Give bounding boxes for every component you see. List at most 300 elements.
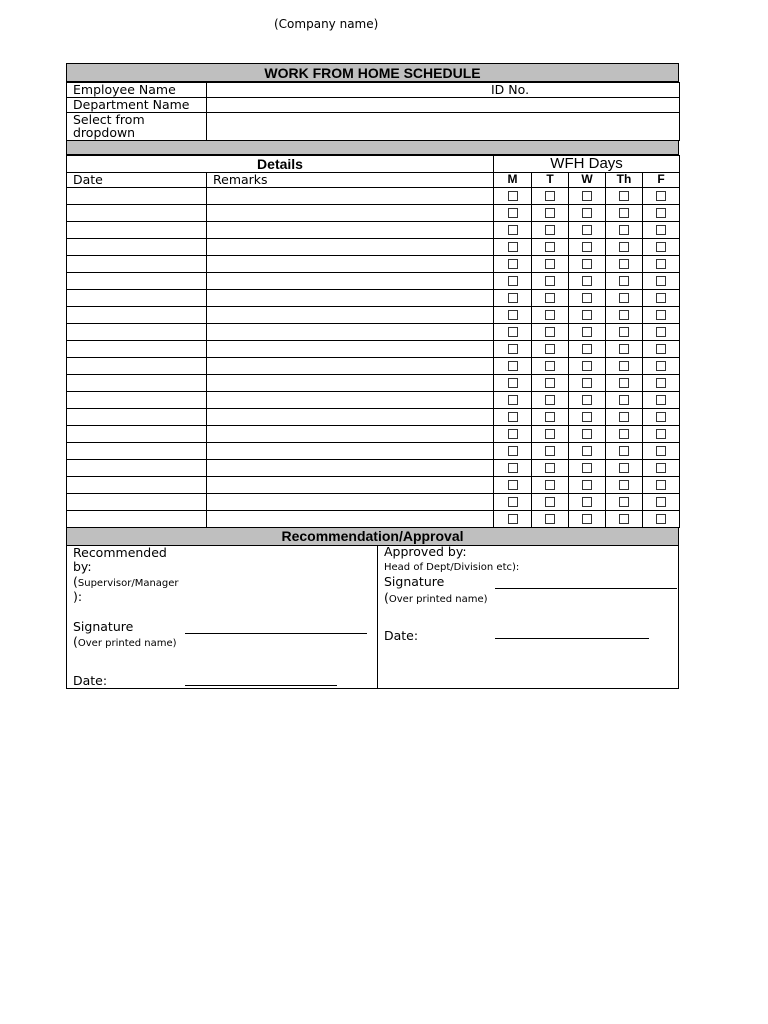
day-cell-thu [606, 426, 643, 443]
date-right-line[interactable] [495, 638, 649, 639]
day-cell-thu [606, 443, 643, 460]
approval-divider [377, 546, 378, 688]
day-cell-wed [569, 341, 606, 358]
checkbox-tue[interactable] [545, 378, 555, 388]
checkbox-fri[interactable] [656, 361, 666, 371]
checkbox-fri[interactable] [656, 208, 666, 218]
checkbox-wed[interactable] [582, 327, 592, 337]
day-cell-mon [494, 460, 532, 477]
checkbox-tue[interactable] [545, 412, 555, 422]
checkbox-thu[interactable] [619, 446, 629, 456]
checkbox-tue[interactable] [545, 310, 555, 320]
date-cell[interactable] [67, 494, 207, 511]
checkbox-fri[interactable] [656, 497, 666, 507]
checkbox-tue[interactable] [545, 293, 555, 303]
checkbox-mon[interactable] [508, 412, 518, 422]
remarks-cell[interactable] [207, 341, 494, 358]
day-cell-wed [569, 290, 606, 307]
date-cell[interactable] [67, 409, 207, 426]
checkbox-wed[interactable] [582, 514, 592, 524]
day-header-wed: W [569, 173, 606, 188]
remarks-cell[interactable] [207, 290, 494, 307]
checkbox-thu[interactable] [619, 412, 629, 422]
day-cell-tue [532, 239, 569, 256]
checkbox-thu[interactable] [619, 242, 629, 252]
remarks-cell[interactable] [207, 443, 494, 460]
day-cell-mon [494, 307, 532, 324]
checkbox-wed[interactable] [582, 463, 592, 473]
checkbox-fri[interactable] [656, 429, 666, 439]
checkbox-mon[interactable] [508, 310, 518, 320]
remarks-cell[interactable] [207, 324, 494, 341]
remarks-cell[interactable] [207, 460, 494, 477]
checkbox-mon[interactable] [508, 463, 518, 473]
remarks-cell[interactable] [207, 222, 494, 239]
checkbox-wed[interactable] [582, 208, 592, 218]
table-row [67, 375, 680, 392]
checkbox-tue[interactable] [545, 497, 555, 507]
checkbox-fri[interactable] [656, 225, 666, 235]
day-cell-thu [606, 205, 643, 222]
checkbox-fri[interactable] [656, 480, 666, 490]
day-cell-mon [494, 409, 532, 426]
day-cell-fri [643, 494, 680, 511]
checkbox-wed[interactable] [582, 412, 592, 422]
day-cell-tue [532, 307, 569, 324]
employee-name-row [67, 83, 680, 98]
checkbox-fri[interactable] [656, 378, 666, 388]
checkbox-tue[interactable] [545, 276, 555, 286]
day-cell-mon [494, 256, 532, 273]
day-cell-fri [643, 477, 680, 494]
remarks-cell[interactable] [207, 205, 494, 222]
date-cell[interactable] [67, 375, 207, 392]
day-cell-mon [494, 426, 532, 443]
signature-right-line[interactable] [495, 588, 677, 589]
wfh-days-header: WFH Days [494, 156, 680, 173]
day-cell-thu [606, 324, 643, 341]
checkbox-thu[interactable] [619, 429, 629, 439]
remarks-cell[interactable] [207, 392, 494, 409]
day-header-thu: Th [606, 173, 643, 188]
table-row [67, 477, 680, 494]
date-cell[interactable] [67, 341, 207, 358]
day-cell-tue [532, 324, 569, 341]
day-cell-mon [494, 239, 532, 256]
remarks-cell[interactable] [207, 511, 494, 528]
department-name-label: Department Name [67, 98, 207, 113]
day-cell-mon [494, 324, 532, 341]
checkbox-tue[interactable] [545, 395, 555, 405]
checkbox-mon[interactable] [508, 344, 518, 354]
recommendation-approval-header: Recommendation/Approval [66, 528, 679, 546]
day-cell-fri [643, 222, 680, 239]
checkbox-fri[interactable] [656, 514, 666, 524]
day-cell-thu [606, 290, 643, 307]
date-cell[interactable] [67, 324, 207, 341]
checkbox-thu[interactable] [619, 514, 629, 524]
checkbox-mon[interactable] [508, 480, 518, 490]
checkbox-mon[interactable] [508, 191, 518, 201]
checkbox-wed[interactable] [582, 361, 592, 371]
day-cell-mon [494, 273, 532, 290]
separator-strip [66, 141, 679, 155]
checkbox-thu[interactable] [619, 208, 629, 218]
day-cell-fri [643, 205, 680, 222]
schedule-column-row [67, 173, 680, 188]
day-cell-tue [532, 443, 569, 460]
checkbox-thu[interactable] [619, 344, 629, 354]
checkbox-mon[interactable] [508, 395, 518, 405]
department-row [67, 98, 680, 113]
day-cell-mon [494, 494, 532, 511]
table-row [67, 409, 680, 426]
checkbox-wed[interactable] [582, 293, 592, 303]
day-cell-fri [643, 511, 680, 528]
checkbox-fri[interactable] [656, 327, 666, 337]
table-row [67, 341, 680, 358]
checkbox-wed[interactable] [582, 446, 592, 456]
checkbox-tue[interactable] [545, 463, 555, 473]
date-cell[interactable] [67, 477, 207, 494]
checkbox-wed[interactable] [582, 242, 592, 252]
day-cell-mon [494, 477, 532, 494]
checkbox-wed[interactable] [582, 497, 592, 507]
day-cell-wed [569, 443, 606, 460]
checkbox-tue[interactable] [545, 344, 555, 354]
checkbox-mon[interactable] [508, 497, 518, 507]
date-left-label: Date: [73, 673, 108, 688]
head-of-dept-label: Head of Dept/Division etc): [384, 562, 520, 573]
day-cell-wed [569, 358, 606, 375]
checkbox-tue[interactable] [545, 514, 555, 524]
checkbox-thu[interactable] [619, 191, 629, 201]
checkbox-thu[interactable] [619, 395, 629, 405]
approval-section [66, 546, 679, 689]
select-dropdown-field[interactable] [207, 113, 680, 141]
checkbox-mon[interactable] [508, 276, 518, 286]
day-cell-wed [569, 426, 606, 443]
day-cell-mon [494, 443, 532, 460]
checkbox-wed[interactable] [582, 259, 592, 269]
table-row [67, 460, 680, 477]
checkbox-fri[interactable] [656, 191, 666, 201]
date-cell[interactable] [67, 239, 207, 256]
day-cell-wed [569, 375, 606, 392]
checkbox-tue[interactable] [545, 191, 555, 201]
checkbox-fri[interactable] [656, 463, 666, 473]
date-right-label: Date: [384, 628, 419, 643]
company-name: (Company name) [274, 17, 379, 31]
day-cell-wed [569, 324, 606, 341]
day-cell-wed [569, 307, 606, 324]
date-cell[interactable] [67, 392, 207, 409]
day-cell-thu [606, 409, 643, 426]
checkbox-wed[interactable] [582, 276, 592, 286]
date-cell[interactable] [67, 290, 207, 307]
day-cell-mon [494, 341, 532, 358]
day-cell-tue [532, 273, 569, 290]
checkbox-tue[interactable] [545, 446, 555, 456]
dropdown-row [67, 113, 680, 141]
day-cell-wed [569, 460, 606, 477]
remarks-cell[interactable] [207, 494, 494, 511]
day-cell-fri [643, 392, 680, 409]
employee-info-table [66, 82, 680, 141]
checkbox-wed[interactable] [582, 429, 592, 439]
day-cell-fri [643, 375, 680, 392]
date-cell[interactable] [67, 205, 207, 222]
employee-name-label: Employee Name [67, 83, 207, 98]
remarks-cell[interactable] [207, 358, 494, 375]
day-cell-mon [494, 375, 532, 392]
day-cell-fri [643, 256, 680, 273]
day-cell-fri [643, 290, 680, 307]
day-cell-thu [606, 307, 643, 324]
table-row [67, 188, 680, 205]
checkbox-tue[interactable] [545, 208, 555, 218]
checkbox-thu[interactable] [619, 463, 629, 473]
table-row [67, 256, 680, 273]
day-cell-thu [606, 256, 643, 273]
date-column-header: Date [67, 173, 207, 188]
checkbox-mon[interactable] [508, 242, 518, 252]
day-header-mon: M [494, 173, 532, 188]
checkbox-mon[interactable] [508, 514, 518, 524]
signature-left-line[interactable] [185, 633, 367, 634]
remarks-column-header: Remarks [207, 173, 494, 188]
checkbox-mon[interactable] [508, 378, 518, 388]
date-cell[interactable] [67, 307, 207, 324]
day-cell-tue [532, 409, 569, 426]
form-title: WORK FROM HOME SCHEDULE [66, 63, 679, 82]
checkbox-tue[interactable] [545, 327, 555, 337]
remarks-cell[interactable] [207, 426, 494, 443]
checkbox-fri[interactable] [656, 293, 666, 303]
day-cell-wed [569, 239, 606, 256]
table-row [67, 222, 680, 239]
day-cell-fri [643, 460, 680, 477]
checkbox-thu[interactable] [619, 361, 629, 371]
checkbox-tue[interactable] [545, 242, 555, 252]
supervisor-label-line: (Supervisor/Manager [73, 574, 179, 589]
checkbox-tue[interactable] [545, 429, 555, 439]
checkbox-thu[interactable] [619, 225, 629, 235]
checkbox-thu[interactable] [619, 310, 629, 320]
table-row [67, 426, 680, 443]
day-cell-tue [532, 477, 569, 494]
checkbox-wed[interactable] [582, 480, 592, 490]
day-cell-wed [569, 392, 606, 409]
day-cell-mon [494, 222, 532, 239]
checkbox-mon[interactable] [508, 327, 518, 337]
checkbox-wed[interactable] [582, 225, 592, 235]
checkbox-thu[interactable] [619, 276, 629, 286]
day-cell-wed [569, 477, 606, 494]
table-row [67, 239, 680, 256]
day-cell-mon [494, 188, 532, 205]
checkbox-fri[interactable] [656, 242, 666, 252]
remarks-cell[interactable] [207, 256, 494, 273]
checkbox-fri[interactable] [656, 344, 666, 354]
day-cell-mon [494, 358, 532, 375]
day-cell-thu [606, 358, 643, 375]
day-cell-fri [643, 273, 680, 290]
day-cell-thu [606, 273, 643, 290]
checkbox-fri[interactable] [656, 310, 666, 320]
checkbox-wed[interactable] [582, 310, 592, 320]
checkbox-thu[interactable] [619, 327, 629, 337]
day-cell-thu [606, 222, 643, 239]
checkbox-thu[interactable] [619, 259, 629, 269]
date-cell[interactable] [67, 188, 207, 205]
day-cell-tue [532, 205, 569, 222]
day-cell-wed [569, 409, 606, 426]
remarks-cell[interactable] [207, 409, 494, 426]
remarks-cell[interactable] [207, 375, 494, 392]
table-row [67, 273, 680, 290]
id-no-label: ID No. [491, 82, 530, 97]
checkbox-fri[interactable] [656, 395, 666, 405]
checkbox-wed[interactable] [582, 191, 592, 201]
checkbox-tue[interactable] [545, 480, 555, 490]
day-cell-tue [532, 375, 569, 392]
remarks-cell[interactable] [207, 477, 494, 494]
date-cell[interactable] [67, 443, 207, 460]
day-cell-mon [494, 511, 532, 528]
over-printed-left: Over printed name) [77, 638, 177, 649]
day-cell-thu [606, 477, 643, 494]
day-cell-tue [532, 511, 569, 528]
table-row [67, 494, 680, 511]
day-cell-mon [494, 290, 532, 307]
recommended-by-label: Recommended by: [73, 545, 167, 574]
day-cell-wed [569, 222, 606, 239]
checkbox-fri[interactable] [656, 412, 666, 422]
day-cell-thu [606, 239, 643, 256]
day-cell-tue [532, 341, 569, 358]
day-cell-mon [494, 392, 532, 409]
day-cell-tue [532, 426, 569, 443]
day-cell-fri [643, 409, 680, 426]
schedule-header-row [67, 156, 680, 173]
details-header: Details [67, 156, 494, 173]
employee-name-field[interactable] [207, 83, 680, 98]
day-cell-wed [569, 205, 606, 222]
checkbox-thu[interactable] [619, 480, 629, 490]
checkbox-tue[interactable] [545, 259, 555, 269]
checkbox-tue[interactable] [545, 361, 555, 371]
checkbox-mon[interactable] [508, 361, 518, 371]
date-left-line[interactable] [185, 685, 337, 686]
table-row [67, 392, 680, 409]
over-printed-left-line: (Over printed name) [73, 634, 177, 649]
day-cell-thu [606, 511, 643, 528]
remarks-cell[interactable] [207, 273, 494, 290]
approved-by-label: Approved by: [384, 544, 467, 559]
over-printed-right-line: (Over printed name) [384, 590, 488, 605]
day-header-tue: T [532, 173, 569, 188]
signature-right-label: Signature [384, 574, 445, 589]
remarks-cell[interactable] [207, 239, 494, 256]
day-cell-fri [643, 307, 680, 324]
remarks-cell[interactable] [207, 307, 494, 324]
date-cell[interactable] [67, 511, 207, 528]
day-cell-tue [532, 188, 569, 205]
day-cell-wed [569, 273, 606, 290]
day-cell-tue [532, 392, 569, 409]
checkbox-mon[interactable] [508, 293, 518, 303]
table-row [67, 307, 680, 324]
checkbox-thu[interactable] [619, 497, 629, 507]
day-cell-wed [569, 188, 606, 205]
date-cell[interactable] [67, 222, 207, 239]
day-cell-thu [606, 494, 643, 511]
day-cell-fri [643, 341, 680, 358]
department-name-field[interactable] [207, 98, 680, 113]
day-cell-thu [606, 375, 643, 392]
date-cell[interactable] [67, 460, 207, 477]
day-cell-mon [494, 205, 532, 222]
date-cell[interactable] [67, 358, 207, 375]
checkbox-wed[interactable] [582, 344, 592, 354]
day-cell-tue [532, 290, 569, 307]
checkbox-wed[interactable] [582, 378, 592, 388]
day-cell-wed [569, 494, 606, 511]
schedule-table [66, 155, 680, 528]
day-header-fri: F [643, 173, 680, 188]
checkbox-mon[interactable] [508, 446, 518, 456]
over-printed-right: Over printed name) [388, 594, 488, 605]
day-cell-fri [643, 443, 680, 460]
day-cell-tue [532, 358, 569, 375]
checkbox-thu[interactable] [619, 293, 629, 303]
checkbox-mon[interactable] [508, 225, 518, 235]
day-cell-fri [643, 358, 680, 375]
table-row [67, 324, 680, 341]
table-row [67, 290, 680, 307]
date-cell[interactable] [67, 256, 207, 273]
supervisor-label: Supervisor/Manager [77, 578, 179, 589]
date-cell[interactable] [67, 273, 207, 290]
day-cell-wed [569, 256, 606, 273]
checkbox-mon[interactable] [508, 208, 518, 218]
day-cell-fri [643, 239, 680, 256]
checkbox-fri[interactable] [656, 259, 666, 269]
day-cell-thu [606, 188, 643, 205]
table-row [67, 358, 680, 375]
day-cell-wed [569, 511, 606, 528]
table-row [67, 511, 680, 528]
checkbox-fri[interactable] [656, 276, 666, 286]
checkbox-mon[interactable] [508, 429, 518, 439]
checkbox-fri[interactable] [656, 446, 666, 456]
day-cell-tue [532, 494, 569, 511]
day-cell-tue [532, 256, 569, 273]
day-cell-fri [643, 324, 680, 341]
checkbox-tue[interactable] [545, 225, 555, 235]
remarks-cell[interactable] [207, 188, 494, 205]
checkbox-mon[interactable] [508, 259, 518, 269]
checkbox-thu[interactable] [619, 378, 629, 388]
checkbox-wed[interactable] [582, 395, 592, 405]
date-cell[interactable] [67, 426, 207, 443]
day-cell-tue [532, 222, 569, 239]
day-cell-tue [532, 460, 569, 477]
day-cell-fri [643, 426, 680, 443]
wfh-form [66, 63, 679, 689]
signature-left-label: Signature [73, 619, 134, 634]
